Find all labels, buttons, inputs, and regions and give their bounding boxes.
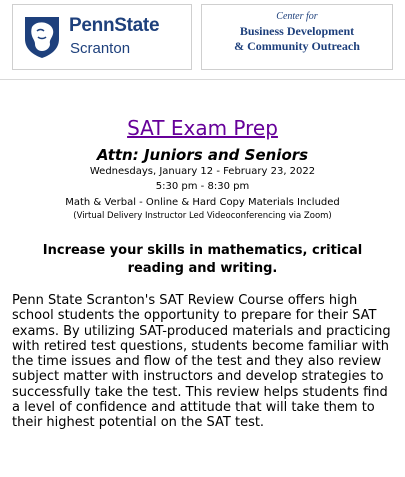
logo-name-text: PennState [69,15,160,36]
event-materials: Math & Verbal - Online & Hard Copy Materials Included [65,197,340,208]
event-dates: Wednesdays, January 12 - February 23, 2022 [89,166,316,177]
center-logo[interactable] [201,4,393,70]
event-delivery: (Virtual Delivery Instructor Led Videoconferencing via Zoom) [73,211,332,221]
course-description: Penn State Scranton's SAT Review Course offers high school students the opportunity to prepare for their SAT exams. By utilizing SAT-produced materials and practicing with retired test questions, students become familiar with the time issues and flow of the test and they also review subject matter with instructors and develop strategies to successfully take the test. This review helps students find a level of confidence and attitude that will take them to their highest potential on the SAT test. [12,293,391,431]
event-times: 5:30 pm - 8:30 pm [155,181,250,192]
event-title-link[interactable]: SAT Exam Prep [127,116,278,140]
center-logo-line2: & Community Outreach [234,39,360,53]
center-logo-top-text: Center for [276,11,318,22]
tagline: Increase your skills in mathematics, critical reading and writing. [42,243,363,276]
email-header [0,0,405,78]
event-audience: Attn: Juniors and Seniors [96,146,309,164]
header-divider [0,79,405,80]
nittany-lion-shield-icon [23,15,61,59]
logo-campus-text: Scranton [70,40,131,57]
penn-state-scranton-logo[interactable] [12,4,192,70]
center-logo-line1: Business Development [239,24,355,38]
